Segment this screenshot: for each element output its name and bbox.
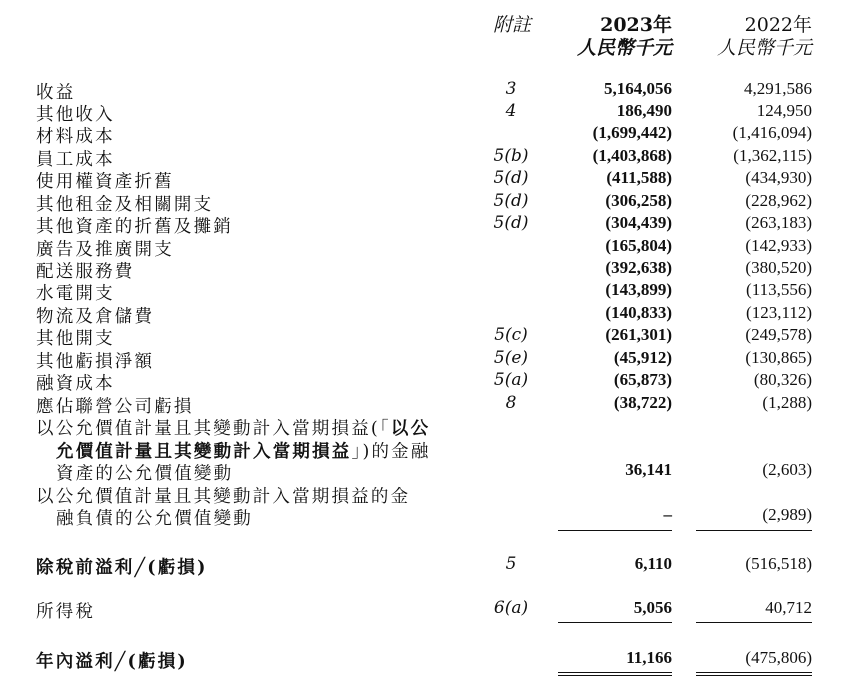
fvtpl-assets-label-line3: 資產的公允價值變動 [56,464,234,484]
row-value-2022: (1,416,094) [732,123,812,142]
row-value-2022: (142,933) [745,236,812,255]
row-label: 應佔聯營公司虧損 [36,397,194,417]
statement-row [0,168,858,190]
statement-row [0,348,858,370]
note-column-header: 附註 [493,14,532,36]
currency-2022-header: 人民幣千元 [716,37,812,59]
fvtpl-assets-row-line1 [0,415,858,437]
fvtpl-assets-line1-bold: 以公 [390,419,431,439]
row-value-2023: (261,301) [605,325,672,344]
profit-for-year-2022: (475,806) [745,648,812,667]
total-double-line-2023-a [558,672,672,673]
fvtpl-assets-line1-text: 以公允價值計量且其變動計入當期損益(「 [36,419,391,439]
row-value-2023: (38,722) [613,393,672,412]
statement-row [0,303,858,325]
row-value-2023: (143,899) [605,280,672,299]
statement-row [0,191,858,213]
row-label: 其他租金及相關開支 [36,195,214,215]
row-value-2023: (45,912) [613,348,672,367]
fvtpl-liabilities-label-line1: 以公允價值計量且其變動計入當期損益的金 [36,487,411,507]
year-2022-header: 2022年 [744,14,812,36]
statement-row [0,146,858,168]
row-note: 4 [505,101,517,121]
row-value-2022: 124,950 [756,101,812,120]
tax-line-2022 [696,622,812,623]
row-value-2022: (123,112) [746,303,812,322]
row-label: 廣告及推廣開支 [36,240,174,260]
statement-row [0,258,858,280]
fvtpl-assets-line2-text: 」)的金融 [351,442,431,462]
income-tax-2023: 5,056 [633,598,672,617]
row-label: 物流及倉儲費 [36,307,155,327]
income-tax-row [0,598,858,620]
row-label: 其他虧損淨額 [36,352,155,372]
profit-before-tax-row [0,554,858,576]
row-value-2023: (304,439) [605,213,672,232]
row-label: 材料成本 [36,127,115,147]
total-double-line-2022-b [696,675,812,676]
row-value-2022: 4,291,586 [744,79,812,98]
profit-before-tax-label: 除稅前溢利╱(虧損) [36,558,208,578]
row-value-2023: (1,699,442) [592,123,672,142]
row-note: 3 [505,79,517,99]
fvtpl-liabilities-value-2023: – [663,505,672,524]
statement-row [0,280,858,302]
statement-row [0,393,858,415]
row-label: 其他收入 [36,105,115,125]
total-double-line-2022-a [696,672,812,673]
row-note: 8 [505,393,517,413]
profit-for-year-row [0,648,858,670]
statement-row [0,123,858,145]
subtotal-line-2023 [558,530,672,531]
row-label: 其他開支 [36,329,115,349]
statement-row [0,325,858,347]
fvtpl-assets-row [0,460,858,482]
income-tax-label: 所得稅 [36,602,96,622]
row-label: 水電開支 [36,284,115,304]
fvtpl-assets-value-2023: 36,141 [625,460,672,479]
row-value-2022: (263,183) [745,213,812,232]
row-value-2022: (228,962) [745,191,812,210]
currency-2023-header: 人民幣千元 [576,37,672,59]
row-value-2023: 186,490 [616,101,672,120]
statement-row [0,370,858,392]
statement-row [0,213,858,235]
row-value-2023: (306,258) [605,191,672,210]
row-label: 融資成本 [36,374,115,394]
profit-for-year-label: 年內溢利╱(虧損) [36,652,188,672]
row-value-2022: (434,930) [745,168,812,187]
fvtpl-assets-row-line2 [0,438,858,460]
row-note: 5(c) [494,325,528,345]
fvtpl-liabilities-value-2022: (2,989) [762,505,812,524]
year-2023-header: 2023年 [600,14,672,36]
row-value-2023: (392,638) [605,258,672,277]
fvtpl-liabilities-row-line1 [0,483,858,505]
statement-row [0,101,858,123]
row-value-2022: (249,578) [745,325,812,344]
subtotal-line-2022 [696,530,812,531]
row-label: 其他資產的折舊及攤銷 [36,217,233,237]
statement-row [0,236,858,258]
row-value-2023: (140,833) [605,303,672,322]
row-value-2023: (65,873) [613,370,672,389]
row-value-2022: (1,288) [762,393,812,412]
fvtpl-assets-label-line1 [36,415,430,440]
row-note: 5(d) [493,213,529,233]
profit-for-year-2023: 11,166 [626,648,672,667]
row-note: 5(e) [493,348,529,368]
profit-before-tax-2022: (516,518) [745,554,812,573]
fvtpl-assets-line2-bold: 允價值計量且其變動計入當期損益 [56,442,352,462]
row-note: 5(d) [493,191,529,211]
statement-row [0,79,858,101]
tax-line-2023 [558,622,672,623]
row-value-2022: (113,556) [746,280,812,299]
row-value-2022: (130,865) [745,348,812,367]
income-tax-2022: 40,712 [765,598,812,617]
income-tax-note: 6(a) [493,598,529,618]
row-label: 配送服務費 [36,262,135,282]
fvtpl-liabilities-label-line2: 融負債的公允價值變動 [56,509,253,529]
row-value-2023: (411,588) [606,168,672,187]
profit-before-tax-2023: 6,110 [634,554,672,573]
row-note: 5(a) [493,370,529,390]
row-value-2023: (1,403,868) [592,146,672,165]
fvtpl-assets-value-2022: (2,603) [762,460,812,479]
row-value-2022: (1,362,115) [733,146,812,165]
row-value-2023: 5,164,056 [604,79,672,98]
total-double-line-2023-b [558,675,672,676]
row-note: 5(b) [493,146,529,166]
row-note: 5(d) [493,168,529,188]
row-label: 員工成本 [36,150,115,170]
fvtpl-liabilities-row [0,505,858,527]
row-value-2023: (165,804) [605,236,672,255]
row-value-2022: (380,520) [745,258,812,277]
row-value-2022: (80,326) [753,370,812,389]
row-label: 收益 [36,83,76,103]
profit-before-tax-note: 5 [505,554,517,574]
row-label: 使用權資產折舊 [36,172,174,192]
